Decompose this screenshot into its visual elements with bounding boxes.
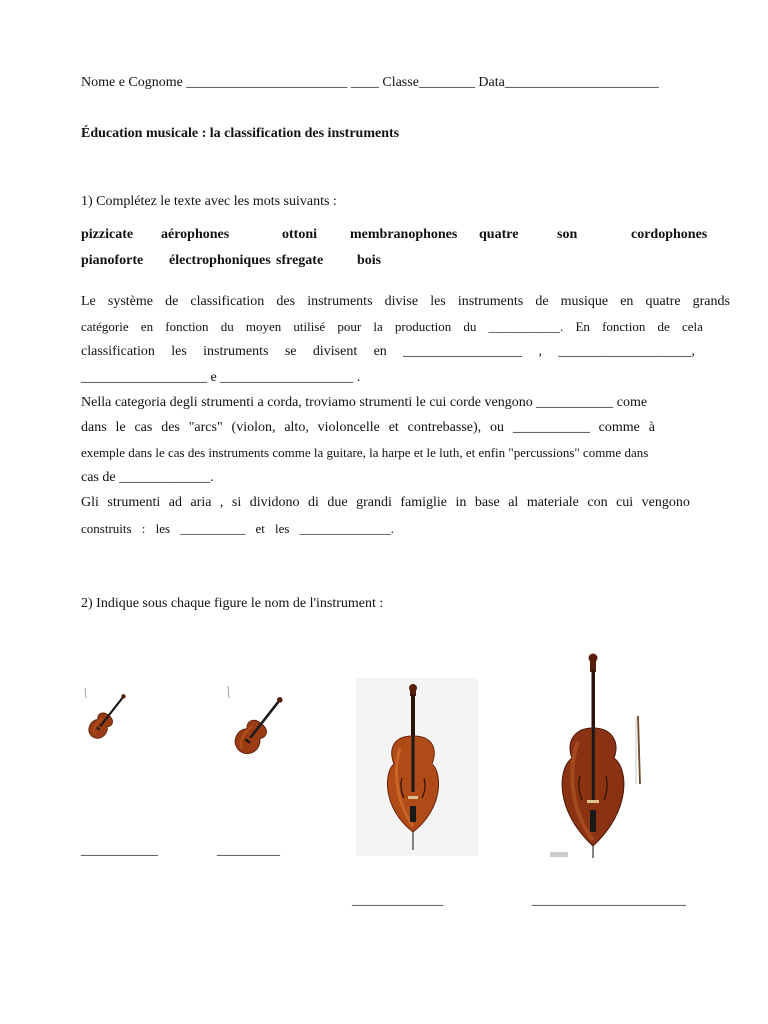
word: contrebasse), bbox=[407, 420, 482, 435]
word: moyen bbox=[245, 319, 282, 334]
word: se bbox=[284, 344, 297, 359]
word: cas bbox=[134, 420, 153, 435]
cloze-line: Nella categoria degli strumenti a corda, troviamo strumenti le cui corde vengono ___________ come bbox=[81, 395, 648, 410]
word-bank-item: ottoni bbox=[282, 227, 317, 242]
word: si bbox=[231, 495, 242, 510]
word: classification bbox=[81, 344, 155, 359]
exercise2-prompt: 2) Indique sous chaque figure le nom de l'instrument : bbox=[81, 596, 384, 611]
word: cui bbox=[616, 495, 634, 510]
word: base bbox=[474, 495, 500, 510]
word-bank-item: sfregate bbox=[276, 253, 324, 268]
word: de bbox=[657, 319, 670, 334]
word: les bbox=[171, 344, 187, 359]
word: les bbox=[275, 521, 290, 536]
word: , bbox=[538, 344, 543, 359]
word-bank-row1 bbox=[81, 227, 721, 247]
word: , bbox=[219, 495, 224, 510]
word: catégorie bbox=[81, 319, 129, 334]
word-bank-row2 bbox=[81, 253, 721, 273]
word-bank-item: son bbox=[557, 227, 578, 242]
word: des bbox=[276, 294, 296, 309]
word-bank-item: bois bbox=[357, 253, 382, 268]
word: (violon, bbox=[231, 420, 276, 435]
word: fonction bbox=[602, 319, 646, 334]
word: des bbox=[161, 420, 180, 435]
word-bank-item: pizzicate bbox=[81, 227, 134, 242]
word: classification bbox=[190, 294, 265, 309]
word: divisent bbox=[312, 344, 358, 359]
cloze-line bbox=[81, 294, 730, 310]
cello-icon bbox=[356, 678, 478, 856]
cloze-line: __________________ e ___________________ . bbox=[81, 370, 361, 385]
answer-blank-figure-2[interactable]: _________ bbox=[217, 843, 280, 858]
answer-blank[interactable]: _________________ bbox=[403, 344, 523, 359]
word: in bbox=[455, 495, 467, 510]
word: en bbox=[140, 319, 154, 334]
word: et bbox=[255, 521, 265, 536]
answer-blank[interactable]: ___________________, bbox=[558, 344, 695, 359]
word: le bbox=[115, 420, 126, 435]
word: con bbox=[587, 495, 608, 510]
word: musique bbox=[560, 294, 609, 309]
word: Gli bbox=[81, 495, 99, 510]
word: ou bbox=[489, 420, 504, 435]
word: en bbox=[620, 294, 634, 309]
answer-blank-figure-4[interactable]: ______________________ bbox=[532, 893, 686, 908]
cloze-line: cas de _____________. bbox=[81, 470, 214, 485]
word: al bbox=[508, 495, 519, 510]
word: de bbox=[165, 294, 179, 309]
cloze-line bbox=[81, 319, 703, 335]
answer-blank-figure-1[interactable]: ___________ bbox=[81, 843, 158, 858]
word: ad bbox=[168, 495, 182, 510]
word: strumenti bbox=[107, 495, 161, 510]
word: la bbox=[373, 319, 383, 334]
word: En bbox=[575, 319, 590, 334]
answer-blank[interactable]: ______________. bbox=[299, 521, 394, 536]
viola-icon bbox=[222, 684, 292, 774]
word: comme bbox=[598, 420, 640, 435]
word: les bbox=[155, 521, 171, 536]
word: et bbox=[388, 420, 399, 435]
word: dans bbox=[81, 420, 107, 435]
page-title: Éducation musicale : la classification des instruments bbox=[81, 126, 400, 141]
word-bank-item: aérophones bbox=[161, 227, 230, 242]
word: du bbox=[220, 319, 234, 334]
word: système bbox=[107, 294, 153, 309]
word: "arcs" bbox=[188, 420, 223, 435]
word: à bbox=[648, 420, 655, 435]
word: famiglie bbox=[400, 495, 447, 510]
word: due bbox=[327, 495, 348, 510]
cloze-line: exemple dans le cas des instruments comme la guitare, la harpe et le luth, et enfin "percussions" comme dans bbox=[81, 445, 649, 460]
word: divise bbox=[384, 294, 419, 309]
answer-blank[interactable]: __________ bbox=[180, 521, 246, 536]
word: Le bbox=[81, 294, 96, 309]
word: aria bbox=[190, 495, 212, 510]
answer-blank-figure-3[interactable]: _____________ bbox=[352, 893, 443, 908]
word: pour bbox=[337, 319, 362, 334]
word: vengono bbox=[641, 495, 690, 510]
word: utilisé bbox=[293, 319, 326, 334]
word: materiale bbox=[526, 495, 579, 510]
word-bank-item: pianoforte bbox=[81, 253, 144, 268]
word-bank-item: cordophones bbox=[631, 227, 708, 242]
cloze-line bbox=[81, 420, 655, 436]
word-bank-item: quatre bbox=[479, 227, 519, 242]
header-line: Nome e Cognome _______________________ ____ Classe________ Data______________________ bbox=[81, 75, 659, 90]
word: violoncelle bbox=[317, 420, 380, 435]
word: quatre bbox=[645, 294, 681, 309]
word: fonction bbox=[165, 319, 209, 334]
word: alto, bbox=[284, 420, 309, 435]
word: dividono bbox=[249, 495, 300, 510]
cloze-line bbox=[81, 495, 690, 511]
word: production bbox=[394, 319, 452, 334]
answer-blank[interactable]: ___________ bbox=[512, 420, 590, 435]
word: en bbox=[373, 344, 387, 359]
word: instruments bbox=[203, 344, 269, 359]
word: di bbox=[308, 495, 319, 510]
double-bass-icon bbox=[550, 650, 644, 862]
word-bank-item: membranophones bbox=[350, 227, 458, 242]
word: grandi bbox=[356, 495, 392, 510]
word: instruments bbox=[307, 294, 373, 309]
word: du bbox=[463, 319, 477, 334]
cloze-line bbox=[81, 344, 695, 360]
answer-blank[interactable]: ___________. bbox=[488, 319, 564, 334]
word: instruments bbox=[457, 294, 524, 309]
word: grands bbox=[692, 294, 730, 309]
word: de bbox=[535, 294, 549, 309]
word-bank-item: électrophoniques bbox=[169, 253, 271, 268]
word: les bbox=[430, 294, 446, 309]
word: construits bbox=[81, 521, 132, 536]
word: : bbox=[141, 521, 146, 536]
exercise1-prompt: 1) Complétez le texte avec les mots suivants : bbox=[81, 194, 337, 209]
violin-icon bbox=[80, 684, 130, 756]
word: cela bbox=[681, 319, 703, 334]
cloze-line bbox=[81, 521, 394, 537]
